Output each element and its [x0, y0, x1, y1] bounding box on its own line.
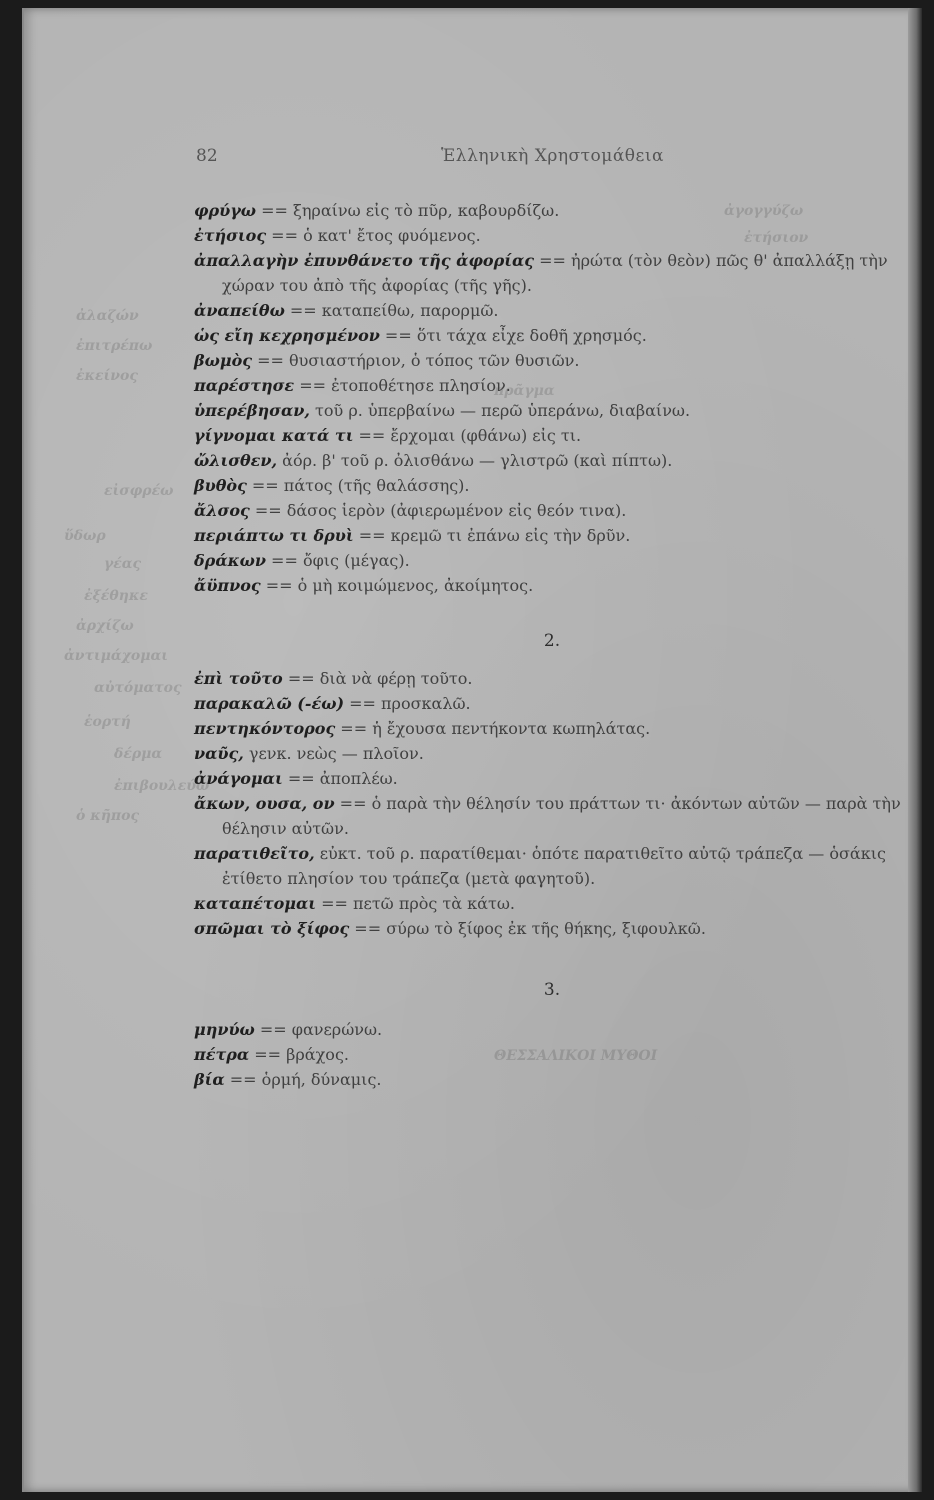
separator: == [260, 576, 293, 595]
glossary-term: πεντηκόντορος [194, 719, 336, 738]
glossary-term: καταπέτομαι [194, 894, 317, 913]
glossary-definition: ἔρχομαι (φθάνω) εἰς τι. [385, 426, 582, 445]
glossary-entry [194, 573, 910, 598]
glossary-term: βυθὸς [194, 476, 247, 495]
book-page [22, 8, 922, 1492]
separator: == [282, 669, 315, 688]
glossary-definition: φανερώνω. [286, 1020, 383, 1039]
bleed-through-word: αὐτόματος [94, 680, 182, 696]
glossary-entry [194, 398, 910, 423]
glossary-definition: ἠρώτα (τὸν θεὸν) πῶς θ' ἀπαλλάξῃ τὴν χώραν του ἀπὸ τῆς ἀφορίας (τῆς γῆς). [222, 251, 888, 295]
glossary-entry [194, 198, 910, 223]
glossary-definition: ὅτι τάχα εἶχε δοθῆ χρησμός. [411, 326, 647, 345]
separator: == [379, 326, 412, 345]
glossary-section-3 [194, 1017, 910, 1092]
glossary-term: βωμὸς [194, 351, 252, 370]
glossary-term: παρέστησε [194, 376, 295, 395]
glossary-term: ἄκων, ουσα, ον [194, 794, 335, 813]
glossary-definition: κρεμῶ τι ἐπάνω εἰς τὴν δρῦν. [385, 526, 631, 545]
glossary-term: γίγνομαι κατά τι [194, 426, 354, 445]
bleed-through-word: εἰσφρέω [104, 483, 174, 499]
bleed-through-word: ἀρχίζω [76, 618, 134, 634]
glossary-entry [194, 691, 910, 716]
separator: == [265, 551, 298, 570]
glossary-term: ἀνάγομαι [194, 769, 283, 788]
glossary-definition: ἡ ἔχουσα πεντήκοντα κωπηλάτας. [367, 719, 651, 738]
separator: == [316, 894, 348, 913]
glossary-term: σπῶμαι τὸ ξίφος [194, 919, 350, 938]
bleed-through-word: ἐξέθηκε [84, 588, 148, 604]
separator: == [534, 251, 566, 270]
separator: == [294, 376, 327, 395]
separator: == [284, 301, 317, 320]
glossary-section-1 [194, 198, 910, 598]
glossary-term: ναῦς, [194, 744, 244, 763]
bleed-through-word: ΘΕΣΣΑΛΙΚΟΙ ΜΥΘΟΙ [494, 1048, 658, 1064]
glossary-term: βία [194, 1070, 225, 1089]
glossary-definition: ἐτοποθέτησε πλησίον. [326, 376, 511, 395]
glossary-entry [194, 498, 910, 523]
glossary-term: ὑπερέβησαν, [194, 401, 310, 420]
bleed-through-word: ἐπιβουλεύω [114, 778, 210, 794]
bleed-through-word: ἀντιμάχομαι [64, 648, 169, 664]
glossary-definition: διὰ νὰ φέρῃ τοῦτο. [314, 669, 473, 688]
glossary-definition: γενκ. νεὼς — πλοῖον. [243, 744, 424, 763]
glossary-definition: δάσος ἱερὸν (ἀφιερωμένον εἰς θεόν τινα). [281, 501, 627, 520]
bleed-through-word: ὕδωρ [64, 528, 106, 544]
separator: == [224, 1070, 257, 1089]
glossary-term: ἄϋπνος [194, 576, 261, 595]
separator: == [249, 501, 282, 520]
separator: == [266, 226, 298, 245]
bleed-through-word: ἀλαζών [76, 308, 139, 324]
glossary-definition: βράχος. [281, 1045, 349, 1064]
page-gutter-shadow [908, 8, 922, 1492]
glossary-term: παρατιθεῖτο, [194, 844, 315, 863]
glossary-term: φρύγω [194, 201, 257, 220]
glossary-definition: πετῶ πρὸς τὰ κάτω. [347, 894, 515, 913]
glossary-entry [194, 373, 910, 398]
bleed-through-word: ἀγογγύζω [724, 203, 804, 219]
separator: == [344, 694, 376, 713]
glossary-term: ἐπὶ τοῦτο [194, 669, 283, 688]
glossary-definition: ἀόρ. β' τοῦ ρ. ὀλισθάνω — γλιστρῶ (καὶ πίπτω). [277, 451, 673, 470]
glossary-entry [194, 1042, 910, 1067]
page-number: 82 [196, 146, 218, 166]
glossary-entry [194, 716, 910, 741]
glossary-entry [194, 448, 910, 473]
glossary-entry [194, 741, 910, 766]
separator: == [251, 351, 284, 370]
separator: == [353, 426, 386, 445]
bleed-through-word: ἐκείνος [76, 368, 138, 384]
glossary-definition: ὁρμή, δύναμις. [256, 1070, 382, 1089]
glossary-entry [194, 766, 910, 791]
separator: == [349, 919, 382, 938]
glossary-entry [194, 666, 910, 691]
glossary-entry [194, 248, 910, 298]
bleed-through-word: ὁ κῆπος [76, 808, 139, 824]
separator: == [353, 526, 386, 545]
glossary-entry [194, 891, 910, 916]
glossary-section-2 [194, 666, 910, 941]
glossary-term: ἄλσος [194, 501, 250, 520]
glossary-entry [194, 916, 910, 941]
bleed-through-word: δέρμα [114, 746, 163, 762]
glossary-entry [194, 841, 910, 891]
glossary-definition: εὐκτ. τοῦ ρ. παρατίθεμαι· ὁπότε παρατιθεῖτο αὐτῷ τράπεζα — ὁσάκις ἐτίθετο πλησίον του τράπεζα (μετὰ φαγητοῦ). [222, 844, 886, 888]
separator: == [254, 1020, 287, 1039]
glossary-entry [194, 473, 910, 498]
glossary-entry [194, 791, 910, 841]
glossary-definition: ὁ παρὰ τὴν θέλησίν του πράττων τι· ἀκόντων αὐτῶν — παρὰ τὴν θέλησιν αὐτῶν. [222, 794, 901, 838]
glossary-entry [194, 548, 910, 573]
separator: == [256, 201, 288, 220]
separator: == [334, 794, 367, 813]
separator: == [249, 1045, 282, 1064]
glossary-definition: προσκαλῶ. [375, 694, 471, 713]
glossary-body [194, 198, 910, 1092]
glossary-term: παρακαλῶ (-έω) [194, 694, 345, 713]
separator: == [282, 769, 315, 788]
bleed-through-word: ἐτήσιον [744, 230, 809, 246]
glossary-definition: καταπείθω, παρορμῶ. [316, 301, 499, 320]
glossary-definition: ἀποπλέω. [314, 769, 398, 788]
separator: == [335, 719, 368, 738]
section-number-3: 3. [543, 980, 561, 1000]
bleed-through-word: ἐπιτρέπω [76, 338, 153, 354]
glossary-definition: σύρω τὸ ξίφος ἐκ τῆς θήκης, ξιφουλκῶ. [381, 919, 706, 938]
glossary-entry [194, 348, 910, 373]
glossary-definition: θυσιαστήριον, ὁ τόπος τῶν θυσιῶν. [283, 351, 580, 370]
glossary-term: ἐτήσιος [194, 226, 267, 245]
glossary-entry [194, 1017, 910, 1042]
running-title: Ἑλληνικὴ Χρηστομάθεια [441, 146, 664, 166]
glossary-definition: ὁ κατ' ἔτος φυόμενος. [297, 226, 481, 245]
bleed-through-word: γέας [104, 556, 142, 572]
glossary-term: ὡς εἴη κεχρησμένον [194, 326, 380, 345]
glossary-definition: τοῦ ρ. ὑπερβαίνω — περῶ ὑπεράνω, διαβαίνω. [309, 401, 691, 420]
glossary-definition: ὁ μὴ κοιμώμενος, ἀκοίμητος. [292, 576, 534, 595]
running-header [196, 146, 682, 166]
glossary-entry [194, 323, 910, 348]
section-number-2: 2. [543, 631, 561, 651]
bleed-through-word: πρᾶγμα [494, 383, 555, 399]
glossary-term: ἀπαλλαγὴν ἐπυνθάνετο τῆς ἀφορίας [194, 251, 535, 270]
glossary-term: περιάπτω τι δρυὶ [194, 526, 354, 545]
glossary-term: πέτρα [194, 1045, 250, 1064]
glossary-term: μηνύω [194, 1020, 255, 1039]
glossary-definition: ξηραίνω εἰς τὸ πῦρ, καβουρδίζω. [287, 201, 560, 220]
glossary-term: ὤλισθεν, [194, 451, 278, 470]
glossary-term: ἀναπείθω [194, 301, 285, 320]
glossary-entry [194, 298, 910, 323]
bleed-through-word: ἑορτή [84, 714, 131, 730]
separator: == [246, 476, 279, 495]
glossary-entry [194, 223, 910, 248]
glossary-term: δράκων [194, 551, 266, 570]
glossary-entry [194, 423, 910, 448]
glossary-definition: πάτος (τῆς θαλάσσης). [278, 476, 470, 495]
glossary-definition: ὄφις (μέγας). [297, 551, 410, 570]
glossary-entry [194, 1067, 910, 1092]
glossary-entry [194, 523, 910, 548]
